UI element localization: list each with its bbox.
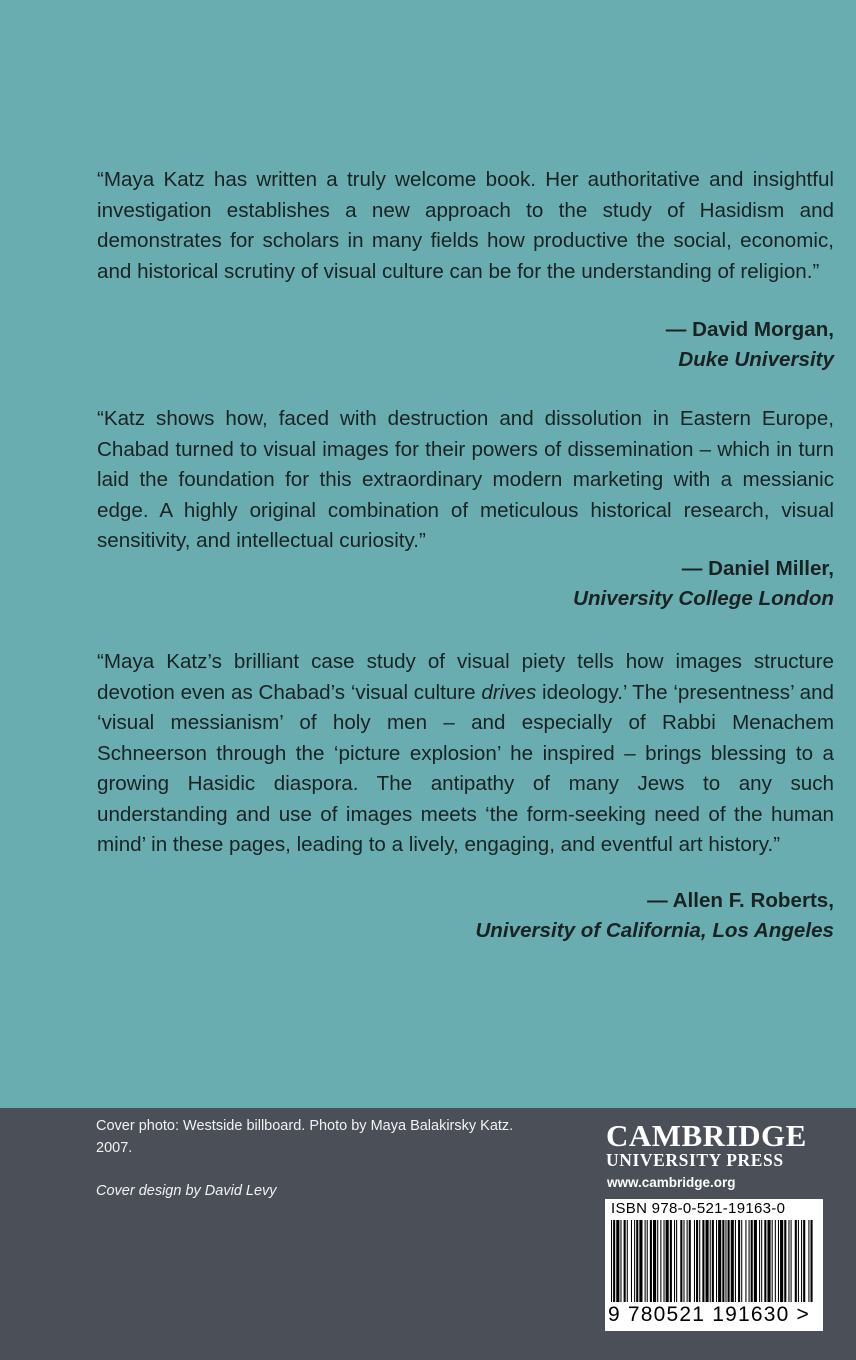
quote-3-text-emphasis: drives [481, 680, 537, 704]
barcode-bar [718, 1220, 721, 1302]
barcode-bar [645, 1220, 646, 1302]
barcode-bar [634, 1220, 635, 1302]
quote-2-text: “Katz shows how, faced with destruction and dissolution in Eastern Europe, Chabad turned to visual images for their powers of dissemination – which in turn laid the foundation for this extraordinary modern marketing with a messianic edge. A highly original combination of meticulous historical research, visual sensitivity, and intellectual curiosity.” [97, 407, 834, 552]
cover-footer [0, 1108, 856, 1360]
barcode-bar [764, 1220, 766, 1302]
quote-3-attribution [334, 886, 834, 946]
barcode-bar [795, 1220, 797, 1302]
barcode-bar [636, 1220, 638, 1302]
barcode-bar [761, 1220, 762, 1302]
barcode-bar [670, 1220, 672, 1302]
publisher-logo-name: CAMBRIDGE [606, 1118, 807, 1153]
barcode-bar [624, 1220, 626, 1302]
barcode-bar [666, 1220, 669, 1302]
barcode-bar [751, 1220, 753, 1302]
barcode-bar [639, 1220, 642, 1302]
quote-3-text [97, 647, 834, 861]
barcode-bar [749, 1220, 750, 1302]
barcode-bar [657, 1220, 658, 1302]
barcode-bar [680, 1220, 682, 1302]
barcode-bar [631, 1220, 632, 1302]
barcode-bar [702, 1220, 704, 1302]
barcode-bar [803, 1220, 805, 1302]
barcode-bar [710, 1220, 711, 1302]
barcode-bar [689, 1220, 691, 1302]
quote-2-institution: University College London [573, 587, 834, 610]
barcode-bar [620, 1220, 621, 1302]
barcode-bar [741, 1220, 742, 1302]
quote-3-text-part-1: “Maya Katz’s brilliant case study of visual piety tells how images structure devotion even as Chabad’s ‘visual culture [97, 650, 834, 704]
barcode-bar [613, 1220, 615, 1302]
barcode-bar [706, 1220, 709, 1302]
barcode-bar [784, 1220, 786, 1302]
quote-1-attribution [334, 315, 834, 375]
barcode-bar [712, 1220, 714, 1302]
barcode-bar [653, 1220, 656, 1302]
barcode-digits: 9 780521 191630 > [608, 1303, 810, 1326]
barcode-bar [759, 1220, 760, 1302]
cover-design-credit: Cover design by David Levy [96, 1183, 277, 1199]
quote-3-author: — Allen F. Roberts, [647, 889, 834, 912]
barcode-bar [780, 1220, 783, 1302]
barcode-bar [699, 1220, 700, 1302]
barcode-bar [775, 1220, 776, 1302]
barcode-bar [716, 1220, 717, 1302]
isbn-label: ISBN 978-0-521-19163-0 [611, 1200, 786, 1217]
barcode-bar [801, 1220, 802, 1302]
cover-photo-credit: Cover photo: Westside billboard. Photo by Maya Balakirsky Katz. 2007. [96, 1118, 514, 1156]
barcode-bar [616, 1220, 619, 1302]
barcode-bar [627, 1220, 628, 1302]
barcode-bar [745, 1220, 746, 1302]
barcode-bar [611, 1220, 612, 1302]
quote-1-institution: Duke University [678, 348, 834, 371]
barcode-bar [696, 1220, 698, 1302]
barcode-bar [788, 1220, 789, 1302]
barcode-bar [676, 1220, 677, 1302]
barcode-bar [772, 1220, 773, 1302]
barcode-bar [735, 1220, 736, 1302]
barcode-bars [611, 1220, 817, 1302]
barcode-bar [694, 1220, 695, 1302]
barcode-bar [808, 1220, 809, 1302]
isbn-barcode [605, 1199, 823, 1331]
barcode-bar [664, 1220, 665, 1302]
barcode-bar [738, 1220, 740, 1302]
quote-3-institution: University of California, Los Angeles [475, 919, 834, 942]
barcode-bar [811, 1220, 813, 1302]
barcode-bar [767, 1220, 770, 1302]
quote-1-author: — David Morgan, [665, 318, 834, 341]
barcode-bar [725, 1220, 726, 1302]
barcode-bar [791, 1220, 792, 1302]
barcode-bar [722, 1220, 724, 1302]
quote-2-author: — Daniel Miller, [681, 557, 834, 580]
publisher-logo-subtitle: UNIVERSITY PRESS [606, 1150, 784, 1170]
quote-2-attribution [334, 554, 834, 614]
barcode-bar [778, 1220, 779, 1302]
barcode-bar [754, 1220, 757, 1302]
quote-1-text: “Maya Katz has written a truly welcome book. Her authoritative and insightful investigation establishes a new approach to the study of Hasidism and demonstrates for scholars in many fields how productive the social, economic, and historical scrutiny of visual culture can be for the understanding of religion.” [97, 168, 834, 283]
barcode-bar [683, 1220, 684, 1302]
barcode-bar [687, 1220, 688, 1302]
barcode-bar [798, 1220, 799, 1302]
barcode-bar [650, 1220, 652, 1302]
barcode-bar [674, 1220, 675, 1302]
quote-3-text-part-2: ideology.’ The ‘presentness’ and ‘visual messianism’ of holy men – and especially of Rabbi Menachem Schneerson through the ‘picture explosion’ he inspired – brings blessing to a growing Hasidic diaspora. The antipathy of many Jews to any such understanding and use of images meets ‘the form-seeking need of the human mind’ in these pages, leading to a lively, engaging, and eventful art history.” [97, 680, 834, 856]
barcode-bar [731, 1220, 734, 1302]
barcode-bar [647, 1220, 648, 1302]
barcode-bar [660, 1220, 661, 1302]
barcode-bar [728, 1220, 730, 1302]
publisher-url: www.cambridge.org [607, 1175, 736, 1190]
